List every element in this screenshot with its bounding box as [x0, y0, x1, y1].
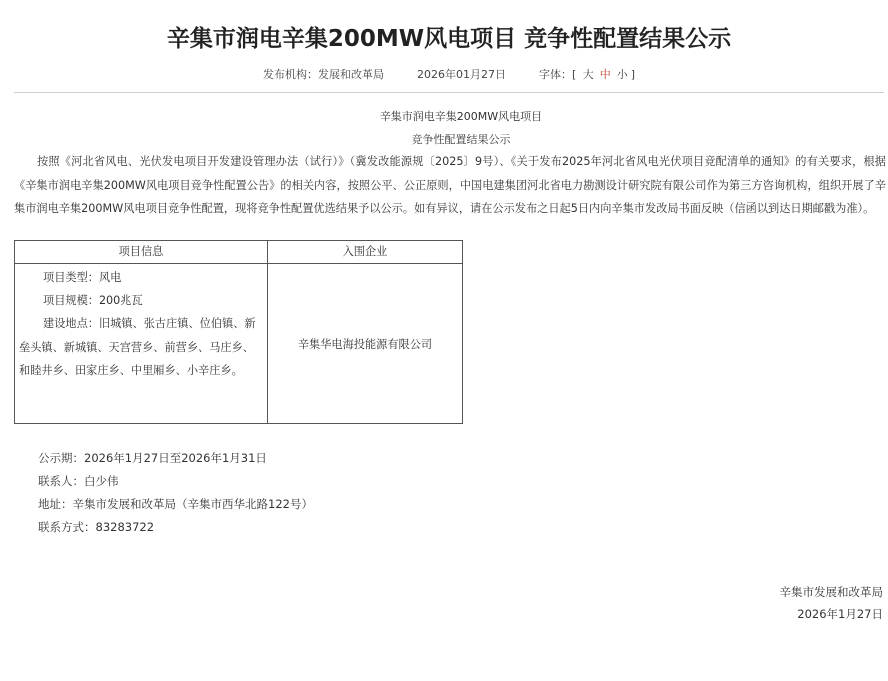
company-cell: 辛集华电海投能源有限公司: [268, 264, 463, 424]
signature-block: [780, 581, 884, 625]
table-row: [15, 264, 463, 424]
contact-person: 联系人：白少伟: [38, 474, 119, 488]
article-meta: [0, 66, 888, 84]
signature-org: 辛集市发展和改革局: [779, 585, 883, 599]
font-size-bracket-open: [: [571, 68, 577, 81]
header-divider: [14, 92, 884, 93]
font-size-label: 字体：: [538, 68, 572, 81]
project-scale: 项目规模：200兆瓦: [43, 294, 143, 308]
subtitle-line-2: 竞争性配置结果公示: [411, 133, 511, 146]
contact-block: [38, 447, 313, 539]
publicity-period: 公示期：2026年1月27日至2026年1月31日: [38, 451, 267, 465]
subtitle-line-1: 辛集市润电辛集200MW风电项目: [379, 110, 543, 123]
table-header-row: [15, 241, 463, 264]
font-size-bracket-close: ]: [630, 68, 636, 81]
page-title: 辛集市润电辛集200MW风电项目 竞争性配置结果公示: [166, 26, 732, 52]
font-size-large-button[interactable]: 大: [582, 68, 594, 81]
publisher-name: 发展和改革局: [317, 68, 384, 81]
contact-phone: 联系方式：83283722: [38, 520, 155, 534]
project-location: 建设地点：旧城镇、张古庄镇、位伯镇、新垒头镇、新城镇、天宫营乡、前营乡、马庄乡、和睦井乡、田家庄乡、中里厢乡、小辛庄乡。: [19, 317, 256, 377]
contact-address: 地址：辛集市发展和改革局（辛集市西华北路122号）: [38, 497, 313, 511]
table-header-project-info: 项目信息: [15, 241, 268, 264]
project-type: 项目类型：风电: [43, 271, 122, 284]
table-header-company: 入围企业: [268, 241, 463, 264]
project-info-cell: [15, 264, 268, 424]
signature-date: 2026年1月27日: [797, 607, 883, 621]
publisher-label: 发布机构：: [262, 68, 318, 81]
font-size-small-button[interactable]: 小: [616, 68, 628, 81]
font-size-medium-button[interactable]: 中: [599, 68, 611, 81]
result-table: [14, 240, 463, 424]
body-paragraph: 按照《河北省风电、光伏发电项目开发建设管理办法（试行）》（冀发改能源规〔2025〕9号）、《关于发布2025年河北省风电光伏项目竞配清单的通知》的有关要求，根据《辛集市润电辛集200MW风电项目竞争性配置公告》的相关内容，按照公平、公正原则，中国电建集团河北省电力勘测设计研究院有限公司作为第三方咨询机构，组织开展了辛集市润电辛集200MW风电项目竞争性配置，现将竞争性配置优选结果予以公示。如有异议，请在公示发布之日起5日内向辛集市发改局书面反映（信函以到达日期邮戳为准）。: [14, 155, 886, 215]
publish-date: 2026年01月27日: [416, 68, 506, 81]
